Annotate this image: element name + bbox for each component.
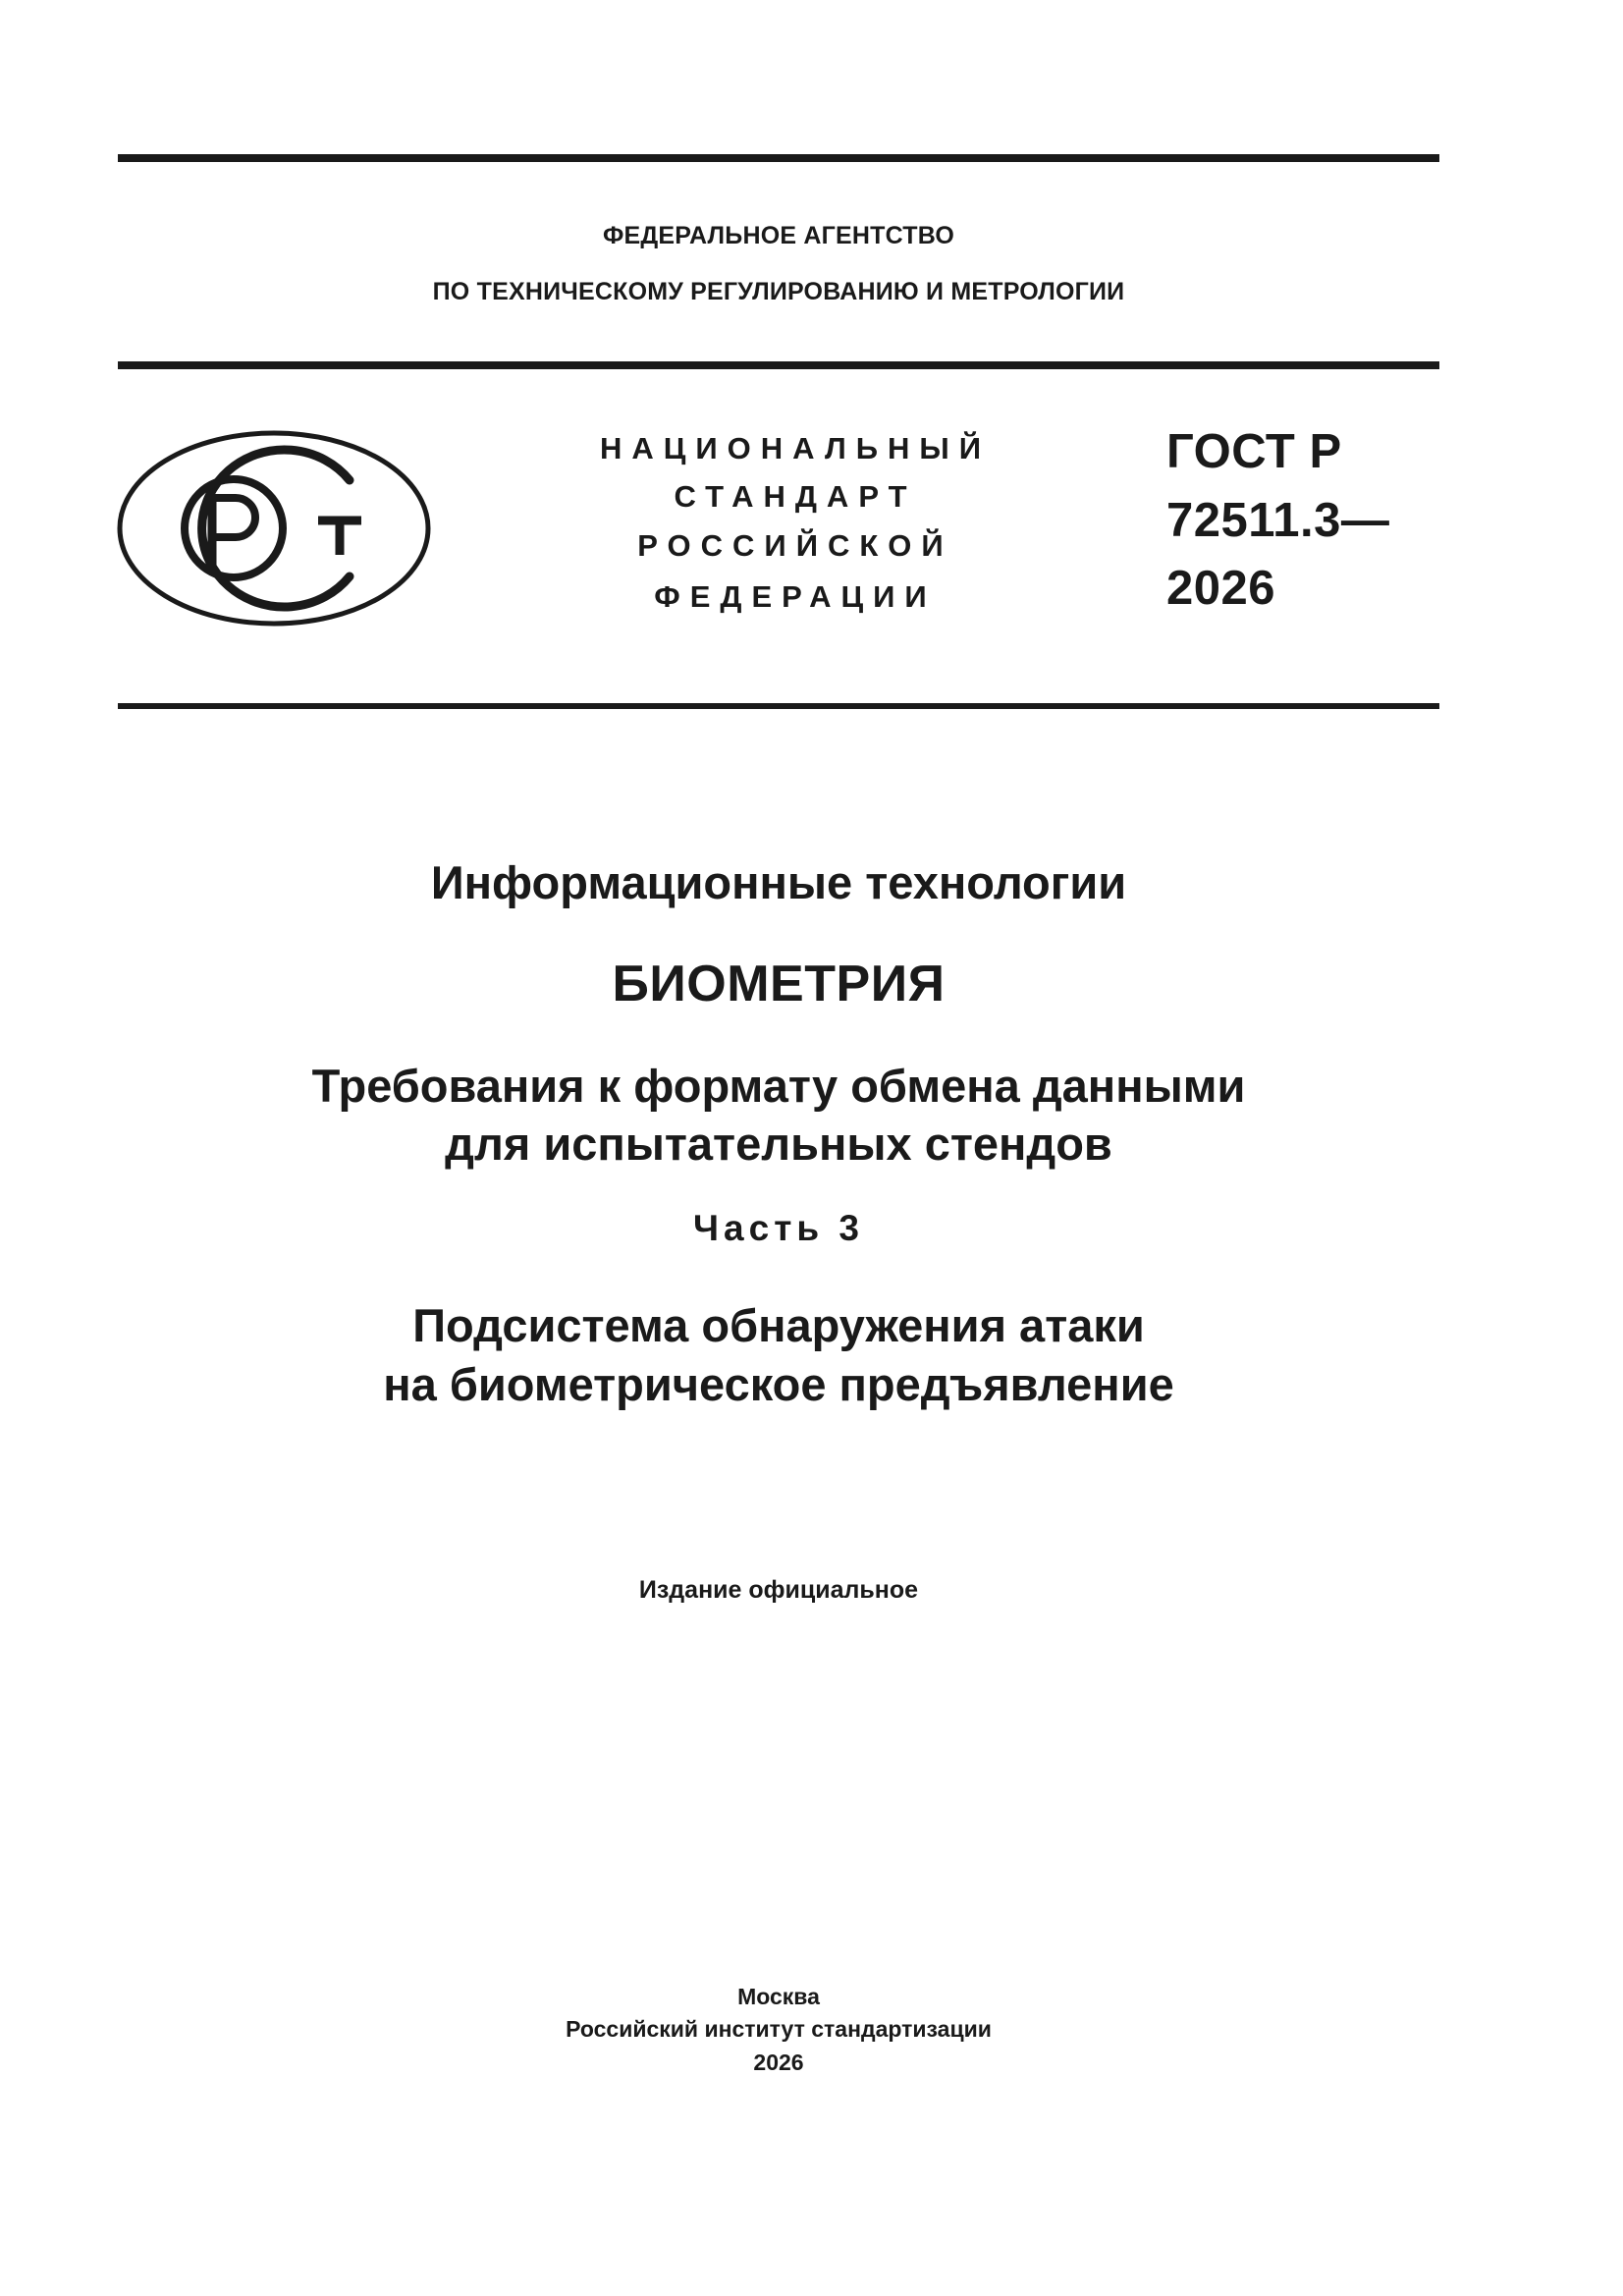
national-standard-label-line-3: РОССИЙСКОЙ bbox=[637, 528, 953, 563]
agency-name-line-1: ФЕДЕРАЛЬНОЕ АГЕНТСТВО bbox=[603, 222, 954, 249]
national-standard-label-line-2: СТАНДАРТ bbox=[674, 479, 917, 514]
header-bottom-rule bbox=[118, 361, 1439, 369]
document-topic: Информационные технологии bbox=[430, 856, 1127, 908]
designation-bottom-rule bbox=[118, 703, 1439, 709]
document-subtitle-line-2: на биометрическое предъявление bbox=[383, 1358, 1174, 1410]
document-requirements-line-2: для испытательных стендов bbox=[445, 1118, 1112, 1170]
rst-mark-icon bbox=[116, 429, 432, 628]
publisher-name: Российский институт стандартизации bbox=[566, 2016, 992, 2042]
publisher-city: Москва bbox=[737, 1984, 820, 2009]
national-standard-label-line-1: НАЦИОНАЛЬНЫЙ bbox=[599, 431, 992, 465]
document-subtitle-line-1: Подсистема обнаружения атаки bbox=[412, 1299, 1145, 1351]
national-standard-label-line-4: ФЕДЕРАЦИИ bbox=[654, 579, 937, 614]
document-main-title: БИОМЕТРИЯ bbox=[612, 956, 946, 1012]
standard-designation-line-3: 2026 bbox=[1166, 562, 1276, 615]
document-requirements-line-1: Требования к формату обмена данными bbox=[311, 1060, 1246, 1112]
top-rule bbox=[118, 154, 1439, 162]
publication-year: 2026 bbox=[753, 2050, 804, 2075]
standard-designation-line-1: ГОСТ Р bbox=[1166, 425, 1342, 478]
document-part: Часть 3 bbox=[693, 1208, 864, 1248]
edition-note: Издание официальное bbox=[638, 1576, 919, 1604]
agency-name-line-2: ПО ТЕХНИЧЕСКОМУ РЕГУЛИРОВАНИЮ И МЕТРОЛОГИИ bbox=[432, 278, 1125, 305]
standard-designation-line-2: 72511.3— bbox=[1166, 494, 1390, 547]
